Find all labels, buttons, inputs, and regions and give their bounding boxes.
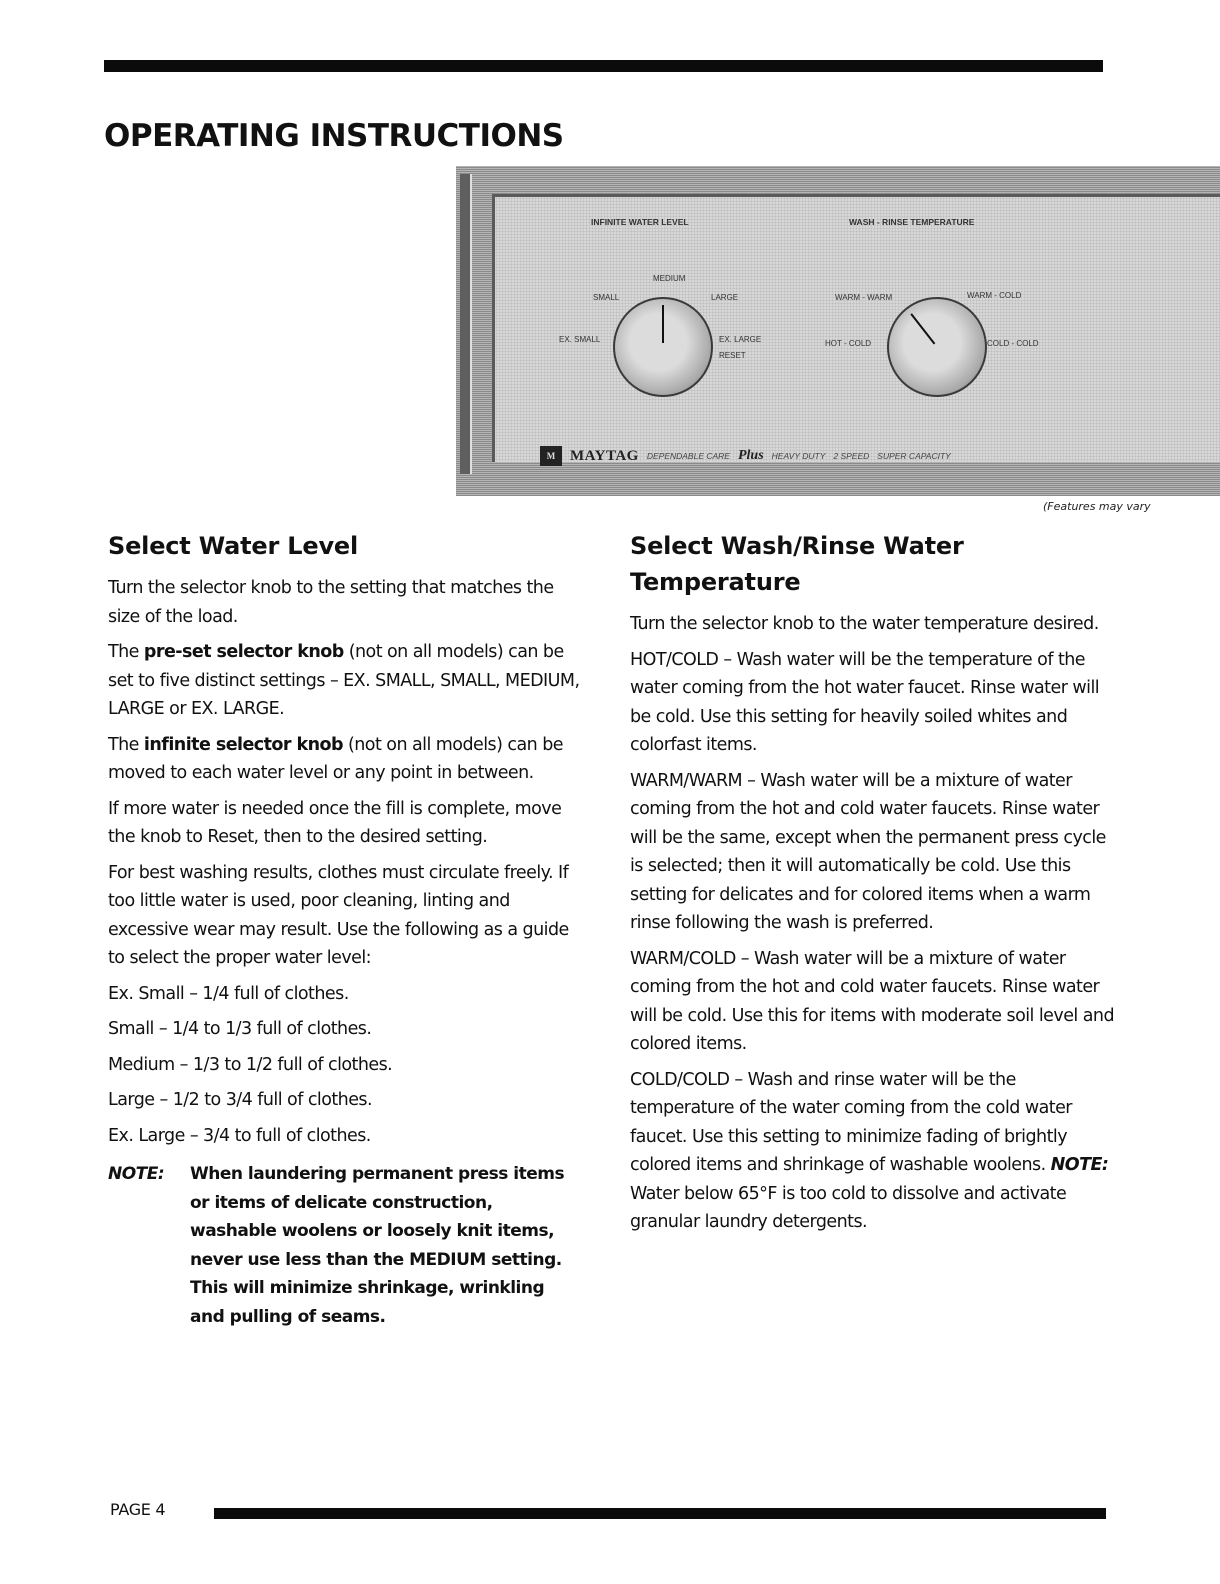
feature-heavy-duty: HEAVY DUTY [771,451,826,461]
feature-plus: Plus [737,448,764,463]
setting-medium: MEDIUM [653,274,686,283]
preset-post: (not on all models) can be set to five distinct settings – EX. SMALL, SMALL, MEDIUM, LARGE or EX. LARGE. [108,642,580,719]
guide-ex-large: Ex. Large – 3/4 to full of clothes. [108,1125,371,1146]
setting-small: SMALL [593,293,620,302]
setting-ex-large: EX. LARGE [719,335,762,344]
setting-warm-warm: WARM - WARM [835,293,893,302]
warm-warm-paragraph: WARM/WARM – Wash water will be a mixture of water coming from the hot and cold water faucets. Rinse water will be the same, except when the permanent press cycle is selected; then it will automatically be cold. Use this setting for delicates and for colored items when a warm rinse following the wash is preferred. [630,770,1106,933]
setting-large: LARGE [711,293,739,302]
best-results-paragraph: For best washing results, clothes must circulate freely. If too little water is used, poor cleaning, linting and excessive wear may result. Use the following as a guide to select the proper water level: [108,862,569,968]
illustration-caption: (Features may vary [1043,500,1151,513]
panel-end-post [460,174,472,474]
infinite-post: (not on all models) can be moved to each water level or any point in between. [108,734,563,783]
water-level-heading-text: Select Water Level [108,532,358,560]
feature-super-capacity: SUPER CAPACITY [877,451,951,461]
temperature-section [630,528,1120,1244]
water-level-section [108,528,588,1331]
preset-knob-term: pre-set selector knob [143,642,344,662]
preset-knob-paragraph [108,638,588,724]
setting-ex-small: EX. SMALL [559,335,601,344]
page-title: OPERATING INSTRUCTIONS [104,118,564,154]
note-label: NOTE: [108,1164,165,1184]
feature-2-speed: 2 SPEED [833,451,870,461]
water-level-intro: Turn the selector knob to the setting that matches the size of the load. [108,578,554,627]
temperature-knob [887,297,987,397]
control-panel-illustration [456,166,1220,496]
temperature-intro: Turn the selector knob to the water temperature desired. [630,614,1099,634]
infinite-knob-paragraph [108,731,588,788]
guide-small: Small – 1/4 to 1/3 full of clothes. [108,1019,372,1039]
infinite-pre: The [108,734,144,755]
temperature-heading: WASH - RINSE TEMPERATURE [849,217,975,227]
temperature-knob-pointer [910,313,935,344]
feature-dependable-care: DEPENDABLE CARE [646,451,730,461]
setting-cold-cold: COLD - COLD [987,339,1039,348]
brand-row [540,446,951,466]
water-level-heading: INFINITE WATER LEVEL [591,217,689,227]
setting-reset: RESET [719,351,746,360]
guide-ex-small: Ex. Small – 1/4 full of clothes. [108,983,349,1004]
cold-cold-paragraph [630,1066,1120,1237]
temperature-heading-text: Select Wash/Rinse Water Temperature [630,532,964,596]
setting-warm-cold: WARM - COLD [967,291,1022,300]
water-level-knob [613,297,713,397]
water-level-note [108,1160,588,1331]
maytag-logo-icon: M [540,446,562,466]
water-level-knob-pointer [662,305,664,343]
preset-pre: The [108,642,144,662]
warm-cold-paragraph: WARM/COLD – Wash water will be a mixture of water coming from the hot and cold water faucets. Rinse water will be cold. Use this for items with moderate soil level and colored items. [630,948,1115,1054]
top-rule [104,60,1103,72]
infinite-knob-term: infinite selector knob [143,734,343,755]
panel-face [492,194,1220,462]
guide-large: Large – 1/2 to 3/4 full of clothes. [108,1090,373,1110]
setting-hot-cold: HOT - COLD [825,339,872,348]
note-text: When laundering permanent press items or items of delicate construction, washable woolens or loosely knit items, never use less than the MEDIUM setting. This will minimize shrinkage, wrinkling and pulling of seams. [190,1164,565,1327]
guide-medium: Medium – 1/3 to 1/2 full of clothes. [108,1054,393,1075]
page-number: PAGE 4 [110,1500,166,1519]
bottom-rule [214,1508,1106,1519]
cold-cold-pre: COLD/COLD – Wash and rinse water will be the temperature of the water coming from the cold water faucet. Use this setting to minimize fading of brightly colored items and shrinkage of washable woolens. [630,1069,1072,1175]
reset-paragraph: If more water is needed once the fill is complete, move the knob to Reset, then to the desired setting. [108,798,562,847]
hot-cold-paragraph: HOT/COLD – Wash water will be the temperature of the water coming from the hot water faucet. Rinse water will be cold. Use this setting for heavily soiled whites and colorfast items. [630,649,1100,755]
brand-name: MAYTAG [570,447,639,464]
cold-cold-note-label: NOTE: [1050,1155,1109,1175]
cold-cold-post: Water below 65°F is too cold to dissolve and activate granular laundry detergents. [630,1183,1067,1232]
